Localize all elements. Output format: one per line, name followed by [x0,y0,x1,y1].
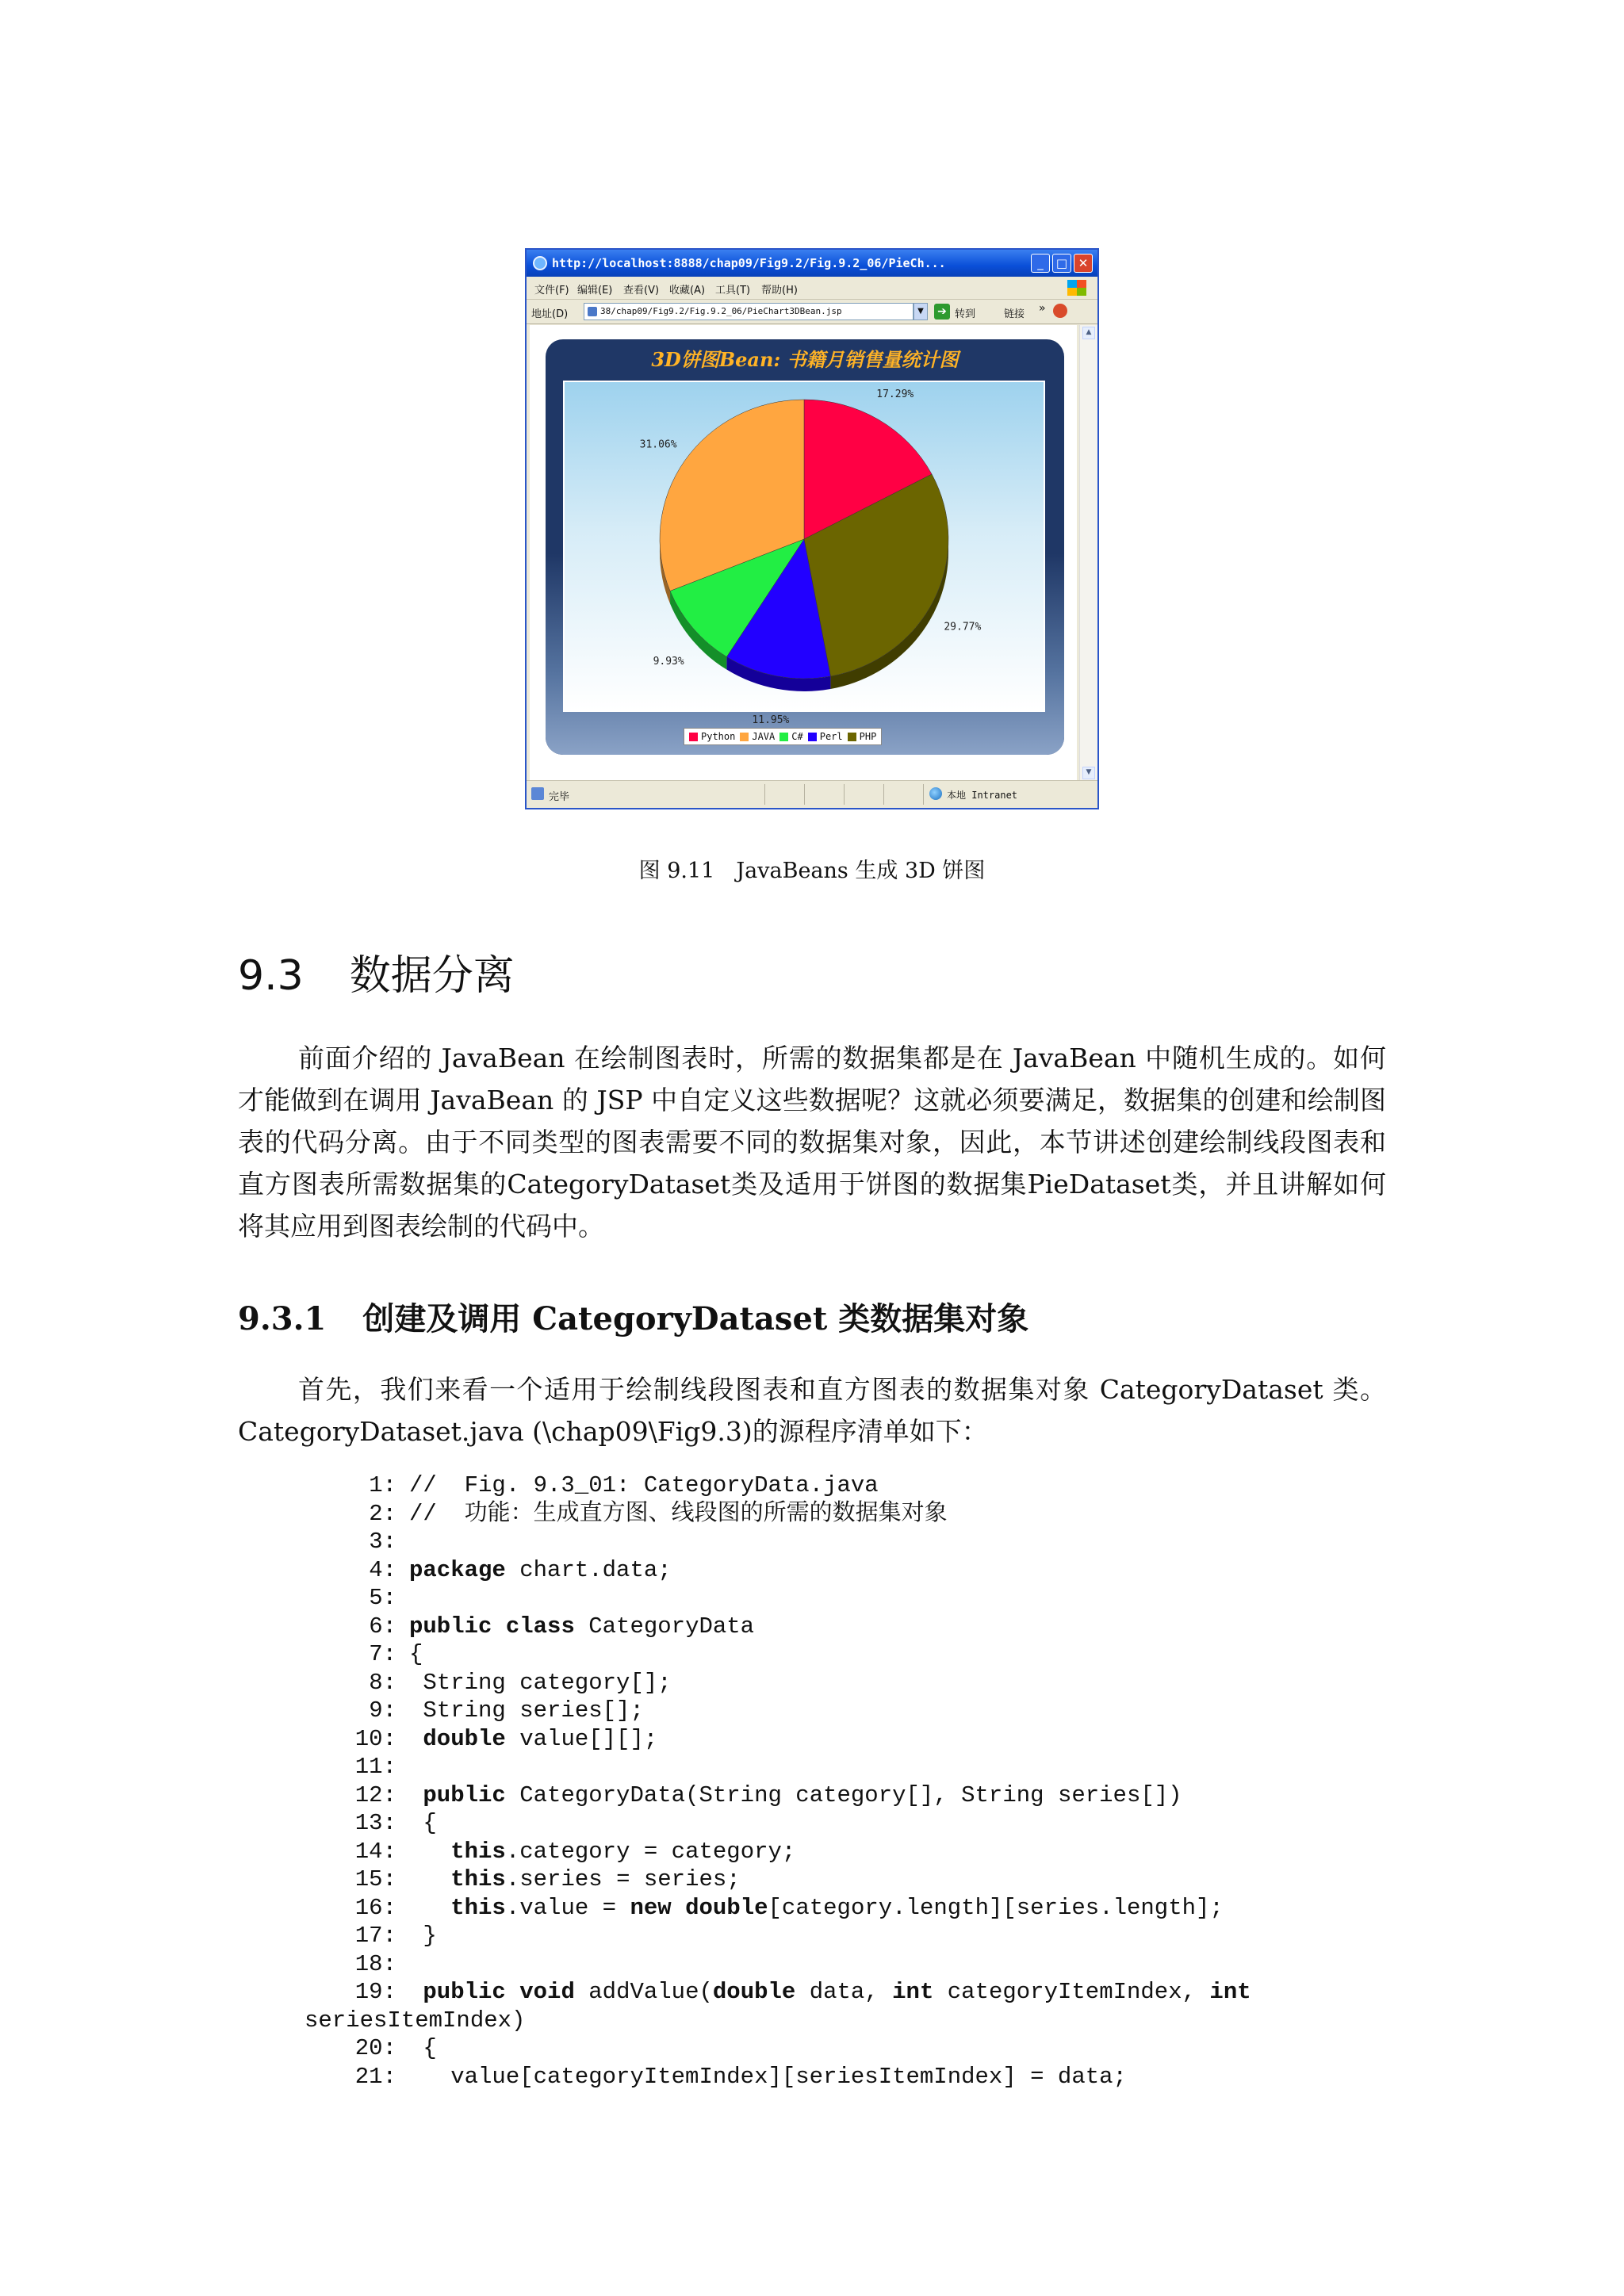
figure-caption: 图 9.11 JavaBeans 生成 3D 饼图 [638,859,986,883]
browser-window-screenshot [525,248,1099,809]
legend-item-c# [779,731,802,742]
subsection-title: 创建及调用 CategoryDataset 类数据集对象 [362,1300,1029,1337]
address-bar [527,300,1097,324]
subsection-heading [238,1294,1028,1339]
windows-logo-icon [1067,280,1086,296]
close-button[interactable]: ✕ [1074,254,1093,273]
address-dropdown-icon[interactable]: ▼ [914,303,928,320]
intranet-zone-icon [929,787,942,800]
status-bar [527,780,1097,808]
code-line-number: 7: [369,1641,396,1667]
links-button[interactable]: 链接 [1004,308,1025,320]
code-text: package chart.data; [409,1556,672,1583]
code-line-number: 21: [354,2063,396,2090]
legend-item-java [740,731,775,742]
code-line-number: 14: [354,1838,396,1865]
code-line-number: 16: [354,1894,396,1921]
code-line-number: 3: [369,1529,396,1555]
code-line-number: 8: [369,1669,396,1696]
code-line-number: 9: [369,1697,396,1724]
vertical-scrollbar[interactable] [1079,325,1097,781]
code-text: seriesItemIndex) [304,2007,526,2034]
menu-view[interactable]: 查看(V) [623,285,660,297]
code-text: { [409,1641,423,1667]
go-button[interactable]: 转到 [955,308,976,320]
pie-label-java: 31.06% [639,438,677,451]
code-text: } [409,1923,437,1949]
status-text: 完毕 [549,791,570,803]
code-text: public void addValue(double data, int categoryItemIndex, int [423,1979,1251,2005]
section-heading [238,942,515,1001]
code-line-number: 5: [369,1585,396,1611]
title-bar [527,250,1097,277]
code-line-number: 13: [354,1810,396,1836]
code-text: this.series = series; [450,1866,741,1892]
chart-legend [684,728,882,745]
minimize-button[interactable]: _ [1031,254,1050,273]
go-arrow-icon[interactable]: ➔ [934,304,950,320]
menu-tools[interactable]: 工具(T) [715,285,751,297]
code-line-number: 19: [354,1979,396,2005]
code-text: // Fig. 9.3_01: CategoryData.java [409,1472,879,1498]
menu-favorites[interactable]: 收藏(A) [669,285,706,297]
section-title: 数据分离 [349,952,515,1000]
code-line-number: 17: [354,1923,396,1949]
code-line-number: 4: [369,1556,396,1583]
legend-label: Python [701,731,736,742]
pie-label-perl: 11.95% [752,714,790,726]
maximize-button[interactable]: □ [1052,254,1071,273]
code-line-number: 15: [354,1866,396,1892]
code-line-number: 12: [354,1781,396,1808]
legend-swatch [848,733,856,741]
chevron-right-icon[interactable]: » [1039,302,1046,315]
code-line-number: 10: [354,1725,396,1752]
legend-label: JAVA [752,731,776,742]
menu-file[interactable]: 文件(F) [534,285,569,297]
code-text: this.value = new double[category.length][series.length]; [450,1894,1224,1921]
ie-icon [533,256,547,270]
code-line [304,2007,525,2035]
code-text: public CategoryData(String category[], String series[]) [423,1781,1182,1808]
code-line-number: 1: [369,1472,396,1498]
window-title: http://localhost:8888/chap09/Fig9.2/Fig.9.2_06/PieCh... [552,256,946,270]
code-line-number: 11: [354,1754,396,1780]
menu-bar [527,277,1097,300]
legend-swatch [808,733,817,741]
pie-label-php: 29.77% [944,621,982,633]
code-text: String series[]; [409,1697,644,1724]
code-line-number: 6: [369,1613,396,1640]
code-text: this.category = category; [450,1838,796,1865]
legend-item-php [848,731,877,742]
pie-label-python: 17.29% [876,388,914,401]
code-text: // 功能：生成直方图、线段图的所需的数据集对象 [409,1500,948,1527]
legend-label: Perl [819,731,843,742]
code-line-number: 20: [354,2035,396,2061]
code-text: { [409,2035,437,2061]
paragraph-intro: 前面介绍的 JavaBean 在绘制图表时，所需的数据集都是在 JavaBean 中随机生成的。如何才能做到在调用 JavaBean 的 JSP 中自定义这些数据呢？这就必须要满足，数据集的创建和绘制图表的代码分离。由于不同类型的图表需要不同的数据集对象，因此，本节讲述创建绘制线段图表和直方图表所需数据集的CategoryDataset类及适用于饼图的数据集PieDataset类，并且讲解如何将其应用到图表绘制的代码中。 [238,1043,1386,1242]
chart-title: 3D饼图Bean: 书籍月销售量统计图 [651,348,959,371]
scroll-down-icon[interactable]: ▼ [1082,767,1095,779]
section-number: 9.3 [238,952,304,1000]
legend-swatch [689,733,698,741]
pie-label-c#: 9.93% [653,656,684,668]
code-text: { [409,1810,437,1836]
code-text: String category[]; [409,1669,672,1696]
pie-chart [565,382,1044,726]
code-line-number: 2: [369,1500,396,1527]
chart-panel [546,339,1064,755]
legend-item-python [689,731,735,742]
page-status-icon [531,787,544,800]
legend-item-perl [808,731,843,742]
legend-swatch [779,733,788,741]
address-input[interactable]: 38/chap09/Fig9.2/Fig.9.2_06/PieChart3DBean.jsp [584,303,914,320]
code-text: value[categoryItemIndex][seriesItemIndex] = data; [409,2063,1127,2090]
address-label: 地址(D) [531,308,569,320]
legend-swatch [740,733,749,741]
subsection-number: 9.3.1 [238,1300,327,1337]
scroll-up-icon[interactable]: ▲ [1082,327,1095,339]
code-text: double value[][]; [423,1725,658,1752]
page-viewport [530,325,1077,781]
toolbar-extra-icon[interactable] [1053,304,1067,318]
zone-text: 本地 Intranet [947,790,1018,801]
plot-area [563,381,1045,726]
menu-help[interactable]: 帮助(H) [761,285,798,297]
code-text: public class CategoryData [409,1613,755,1640]
legend-label: C# [791,731,803,742]
menu-edit[interactable]: 编辑(E) [577,285,613,297]
code-line-number: 18: [354,1950,396,1977]
legend-label: PHP [859,731,877,742]
paragraph-categorydataset: 首先，我们来看一个适用于绘制线段图表和直方图表的数据集对象 CategoryDataset 类。CategoryDataset.java (\chap09\Fig9.3)的源程序清单如下： [238,1374,1386,1447]
